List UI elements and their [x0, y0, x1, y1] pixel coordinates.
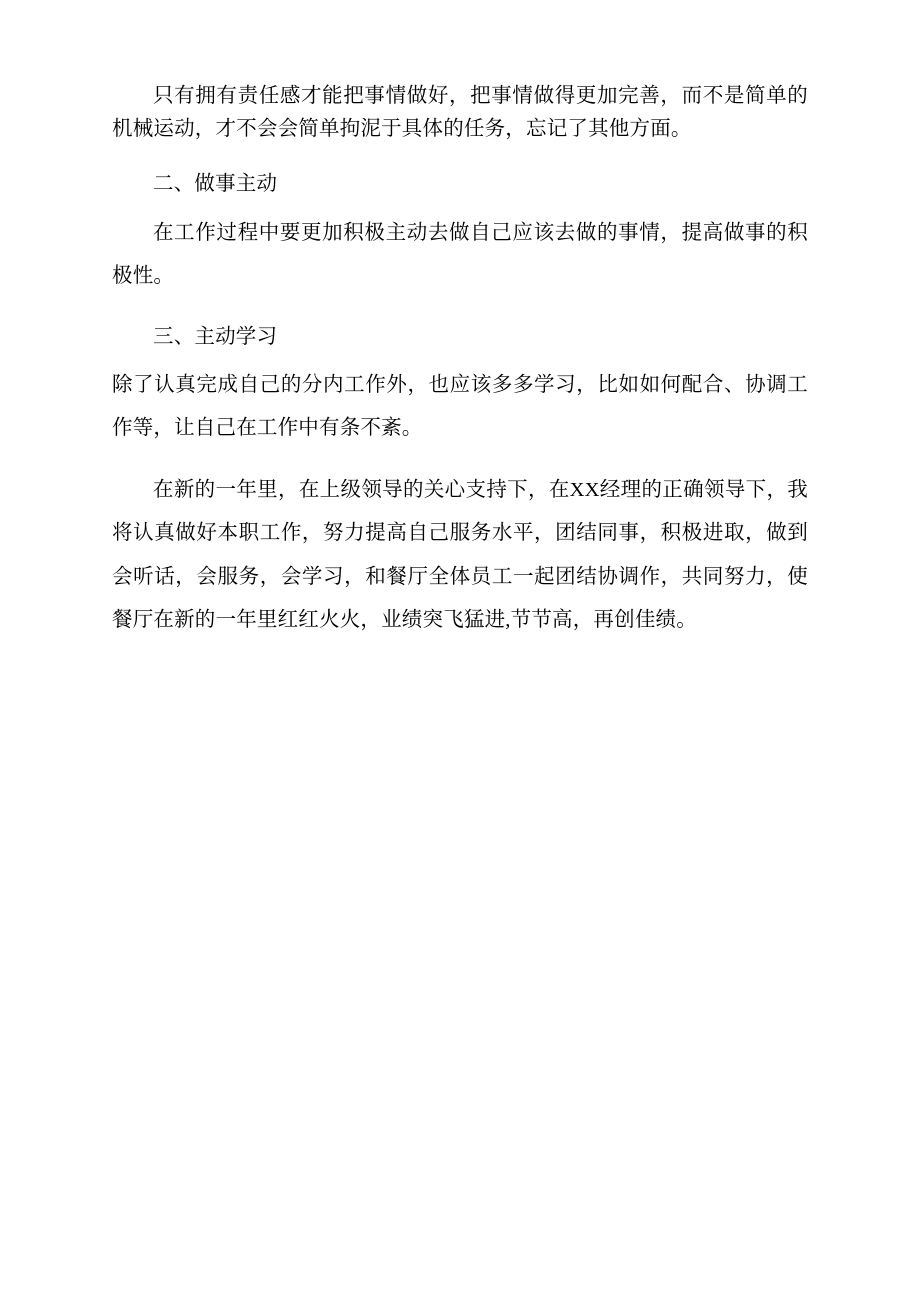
heading-section-three: 三、主动学习	[153, 325, 278, 348]
paragraph-new-year-outlook: 在新的一年里，在上级领导的关心支持下，在XX经理的正确领导下，我将认真做好本职工作，努力提高自己服务水平，团结同事，积极进取，做到会听话，会服务，会学习，和餐厅全体员工一起团结协调作，共同努力，使餐厅在新的一年里红红火火，业绩突飞猛进,节节高，再创佳绩。	[112, 478, 808, 631]
paragraph-initiative: 在工作过程中要更加积极主动去做自己应该去做的事情，提高做事的积极性。	[112, 221, 808, 288]
heading-section-two: 二、做事主动	[153, 173, 278, 196]
paragraph-spacer	[112, 455, 808, 469]
paragraph-responsibility: 只有拥有责任感才能把事情做好，把事情做得更加完善，而不是简单的机械运动，才不会会简单拘泥于具体的任务，忘记了其他方面。	[112, 85, 808, 141]
paragraph-spacer	[112, 150, 808, 158]
document-body	[112, 80, 808, 642]
paragraph-spacer	[112, 303, 808, 311]
paragraph-learning: 除了认真完成自己的分内工作外，也应该多多学习，比如如何配合、协调工作等，让自己在工作中有条不紊。	[112, 373, 808, 440]
